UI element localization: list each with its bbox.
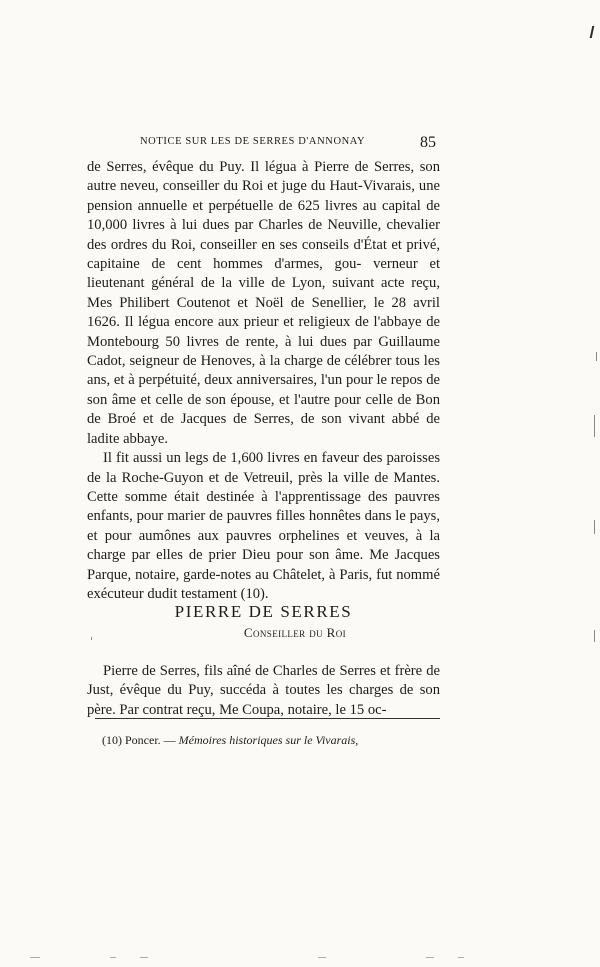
page-header — [140, 134, 440, 154]
section-text — [87, 662, 440, 720]
edge-mark — [140, 957, 148, 958]
text-line: à la charge par elles de prier Dieu pour son âme. — [87, 527, 440, 564]
text-line: de son vivant abbé de ladite abbaye. — [87, 411, 440, 447]
text-line: Pierre de Serres, fils aîné de Charles de Serres et frère — [103, 663, 423, 679]
text-line: l'autre pour celle de Bon de Broé et de Jacques de Serres, — [87, 391, 440, 428]
text-line: son père. Par contrat reçu, Me Coupa, notaire, le 15 oc- — [87, 682, 440, 718]
edge-mark — [458, 957, 464, 958]
text-line: enfants, pour marier de pauvres filles honnêtes dans le — [87, 508, 406, 525]
edge-mark — [426, 957, 434, 958]
running-title: NOTICE SUR LES DE SERRES D'ANNONAY — [140, 136, 366, 147]
edge-mark — [318, 957, 326, 958]
page-number: 85 — [420, 134, 436, 151]
text-line: Me Jacques Parque, notaire, garde-notes au Châtelet, à — [87, 547, 440, 583]
text-line: verneur et lieutenant général de la ville de Lyon, suivant — [87, 256, 440, 292]
edge-mark — [110, 957, 116, 958]
margin-mark — [91, 637, 92, 640]
edge-mark — [30, 957, 40, 958]
text-line: pays, et pour aumônes aux pauvres orphelines et veuves, — [87, 508, 441, 544]
margin-mark — [594, 415, 595, 437]
text-line: de la Roche-Guyon et de Vetreuil, près la ville de Mantes. — [87, 469, 440, 486]
text-line: Paris, fut nommé exécuteur dudit testament (10). — [87, 566, 440, 602]
footnote-rule — [95, 718, 440, 719]
paragraph — [87, 449, 440, 604]
text-line: autre neveu, conseiller du Roi et juge du Haut-Vivarais, — [87, 178, 415, 195]
text-line: Guillaume Cadot, seigneur de Henoves, à la charge de — [87, 333, 440, 370]
ink-mark — [590, 26, 595, 38]
section-title: PIERRE DE SERRES — [174, 602, 353, 621]
text-line: une pension annuelle et perpétuelle de 625 livres au — [87, 178, 440, 214]
text-line: acte reçu, Mes Philibert Coutenot et Noël de Senellier, le — [87, 275, 440, 311]
text-line: chevalier des ordres du Roi, conseiller en ses conseils — [87, 217, 441, 253]
footnote-title: Mémoires historiques sur le Vivarais, — [178, 733, 359, 747]
text-line: Cette somme était destinée à l'apprentissage des pauvres — [87, 488, 440, 505]
footnote-reference: (10) Poncer. — — [102, 733, 176, 747]
body-text — [87, 158, 440, 604]
text-line: l'un pour le repos de son âme et celle de son épouse, et — [87, 372, 440, 408]
margin-mark — [596, 352, 597, 361]
text-line: capital de 10,000 livres à lui dues par Charles de Neuville, — [87, 197, 440, 234]
text-line: de Just, évêque du Puy, succéda à toutes les charges de — [87, 663, 440, 699]
text-line: de Serres, évêque du Puy. Il légua à Pierre de Serres, son — [87, 159, 440, 175]
text-line: 28 avril 1626. Il légua encore aux prieur et religieux de — [87, 294, 440, 331]
footnote — [102, 733, 432, 748]
text-line: célébrer tous les ans, et à perpétuité, deux anniversaires, — [87, 353, 440, 389]
section-subtitle: Conseiller du Roi — [243, 625, 347, 640]
paragraph — [87, 662, 440, 720]
text-line: l'abbaye de Montebourg 50 livres de rente, à lui dues par — [87, 314, 440, 350]
margin-mark — [594, 630, 595, 642]
text-line: Il fit aussi un legs de 1,600 livres en faveur des paroisses — [103, 450, 440, 467]
margin-mark — [594, 520, 595, 534]
paragraph — [87, 158, 440, 449]
text-line: d'État et privé, capitaine de cent hommes d'armes, gou- — [87, 236, 441, 273]
